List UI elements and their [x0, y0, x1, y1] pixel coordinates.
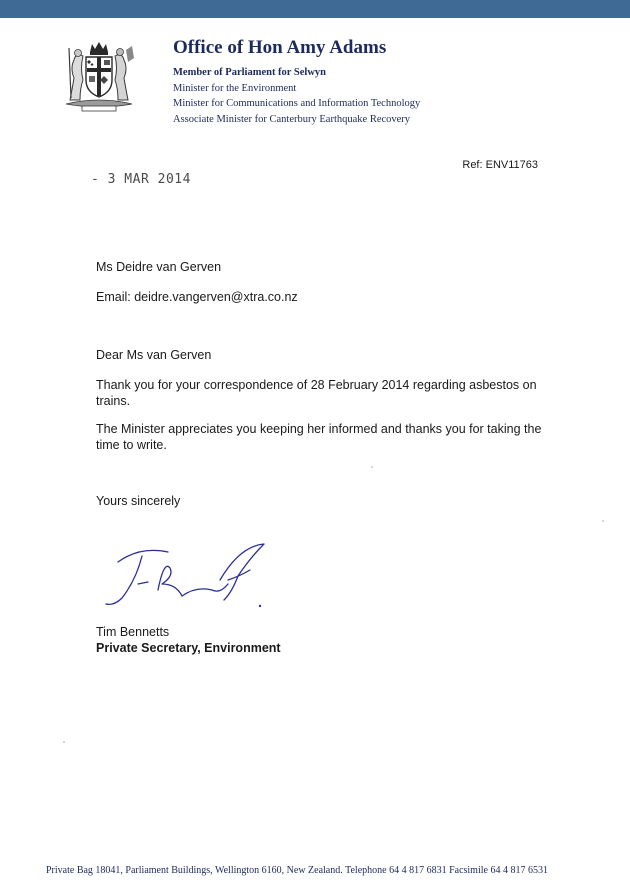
- role-line: Associate Minister for Canterbury Earthquake Recovery: [173, 114, 411, 125]
- closing: Yours sincerely: [96, 494, 181, 508]
- recipient-email: Email: deidre.vangerven@xtra.co.nz: [96, 290, 298, 304]
- scan-speck: [602, 520, 604, 522]
- signer-title: Private Secretary, Environment: [96, 641, 281, 655]
- footer-address: Private Bag 18041, Parliament Buildings, Wellington 6160, New Zealand. Telephone 64 4 817 6831 Facsimile 64 4 817 6531: [46, 865, 548, 876]
- letter-paragraph: Thank you for your correspondence of 28 February 2014 regarding asbestos on trains.: [96, 378, 537, 408]
- role-line: Minister for Communications and Information Technology: [173, 98, 421, 109]
- mp-line: Member of Parliament for Selwyn: [173, 67, 326, 78]
- handwritten-signature: [100, 540, 280, 618]
- role-line: Minister for the Environment: [173, 83, 297, 94]
- scan-speck: [371, 466, 373, 468]
- date-stamp: - 3 MAR 2014: [91, 172, 191, 187]
- signer-name: Tim Bennetts: [96, 625, 170, 639]
- nz-coat-of-arms-icon: [56, 38, 142, 114]
- reference-number: Ref: ENV11763: [462, 159, 538, 171]
- top-color-bar: [0, 0, 630, 18]
- salutation: Dear Ms van Gerven: [96, 348, 212, 362]
- recipient-name: Ms Deidre van Gerven: [96, 260, 222, 274]
- scan-speck: [63, 741, 65, 743]
- office-title: Office of Hon Amy Adams: [173, 37, 387, 58]
- letter-paragraph: The Minister appreciates you keeping her informed and thanks you for taking the time to write.: [96, 422, 542, 452]
